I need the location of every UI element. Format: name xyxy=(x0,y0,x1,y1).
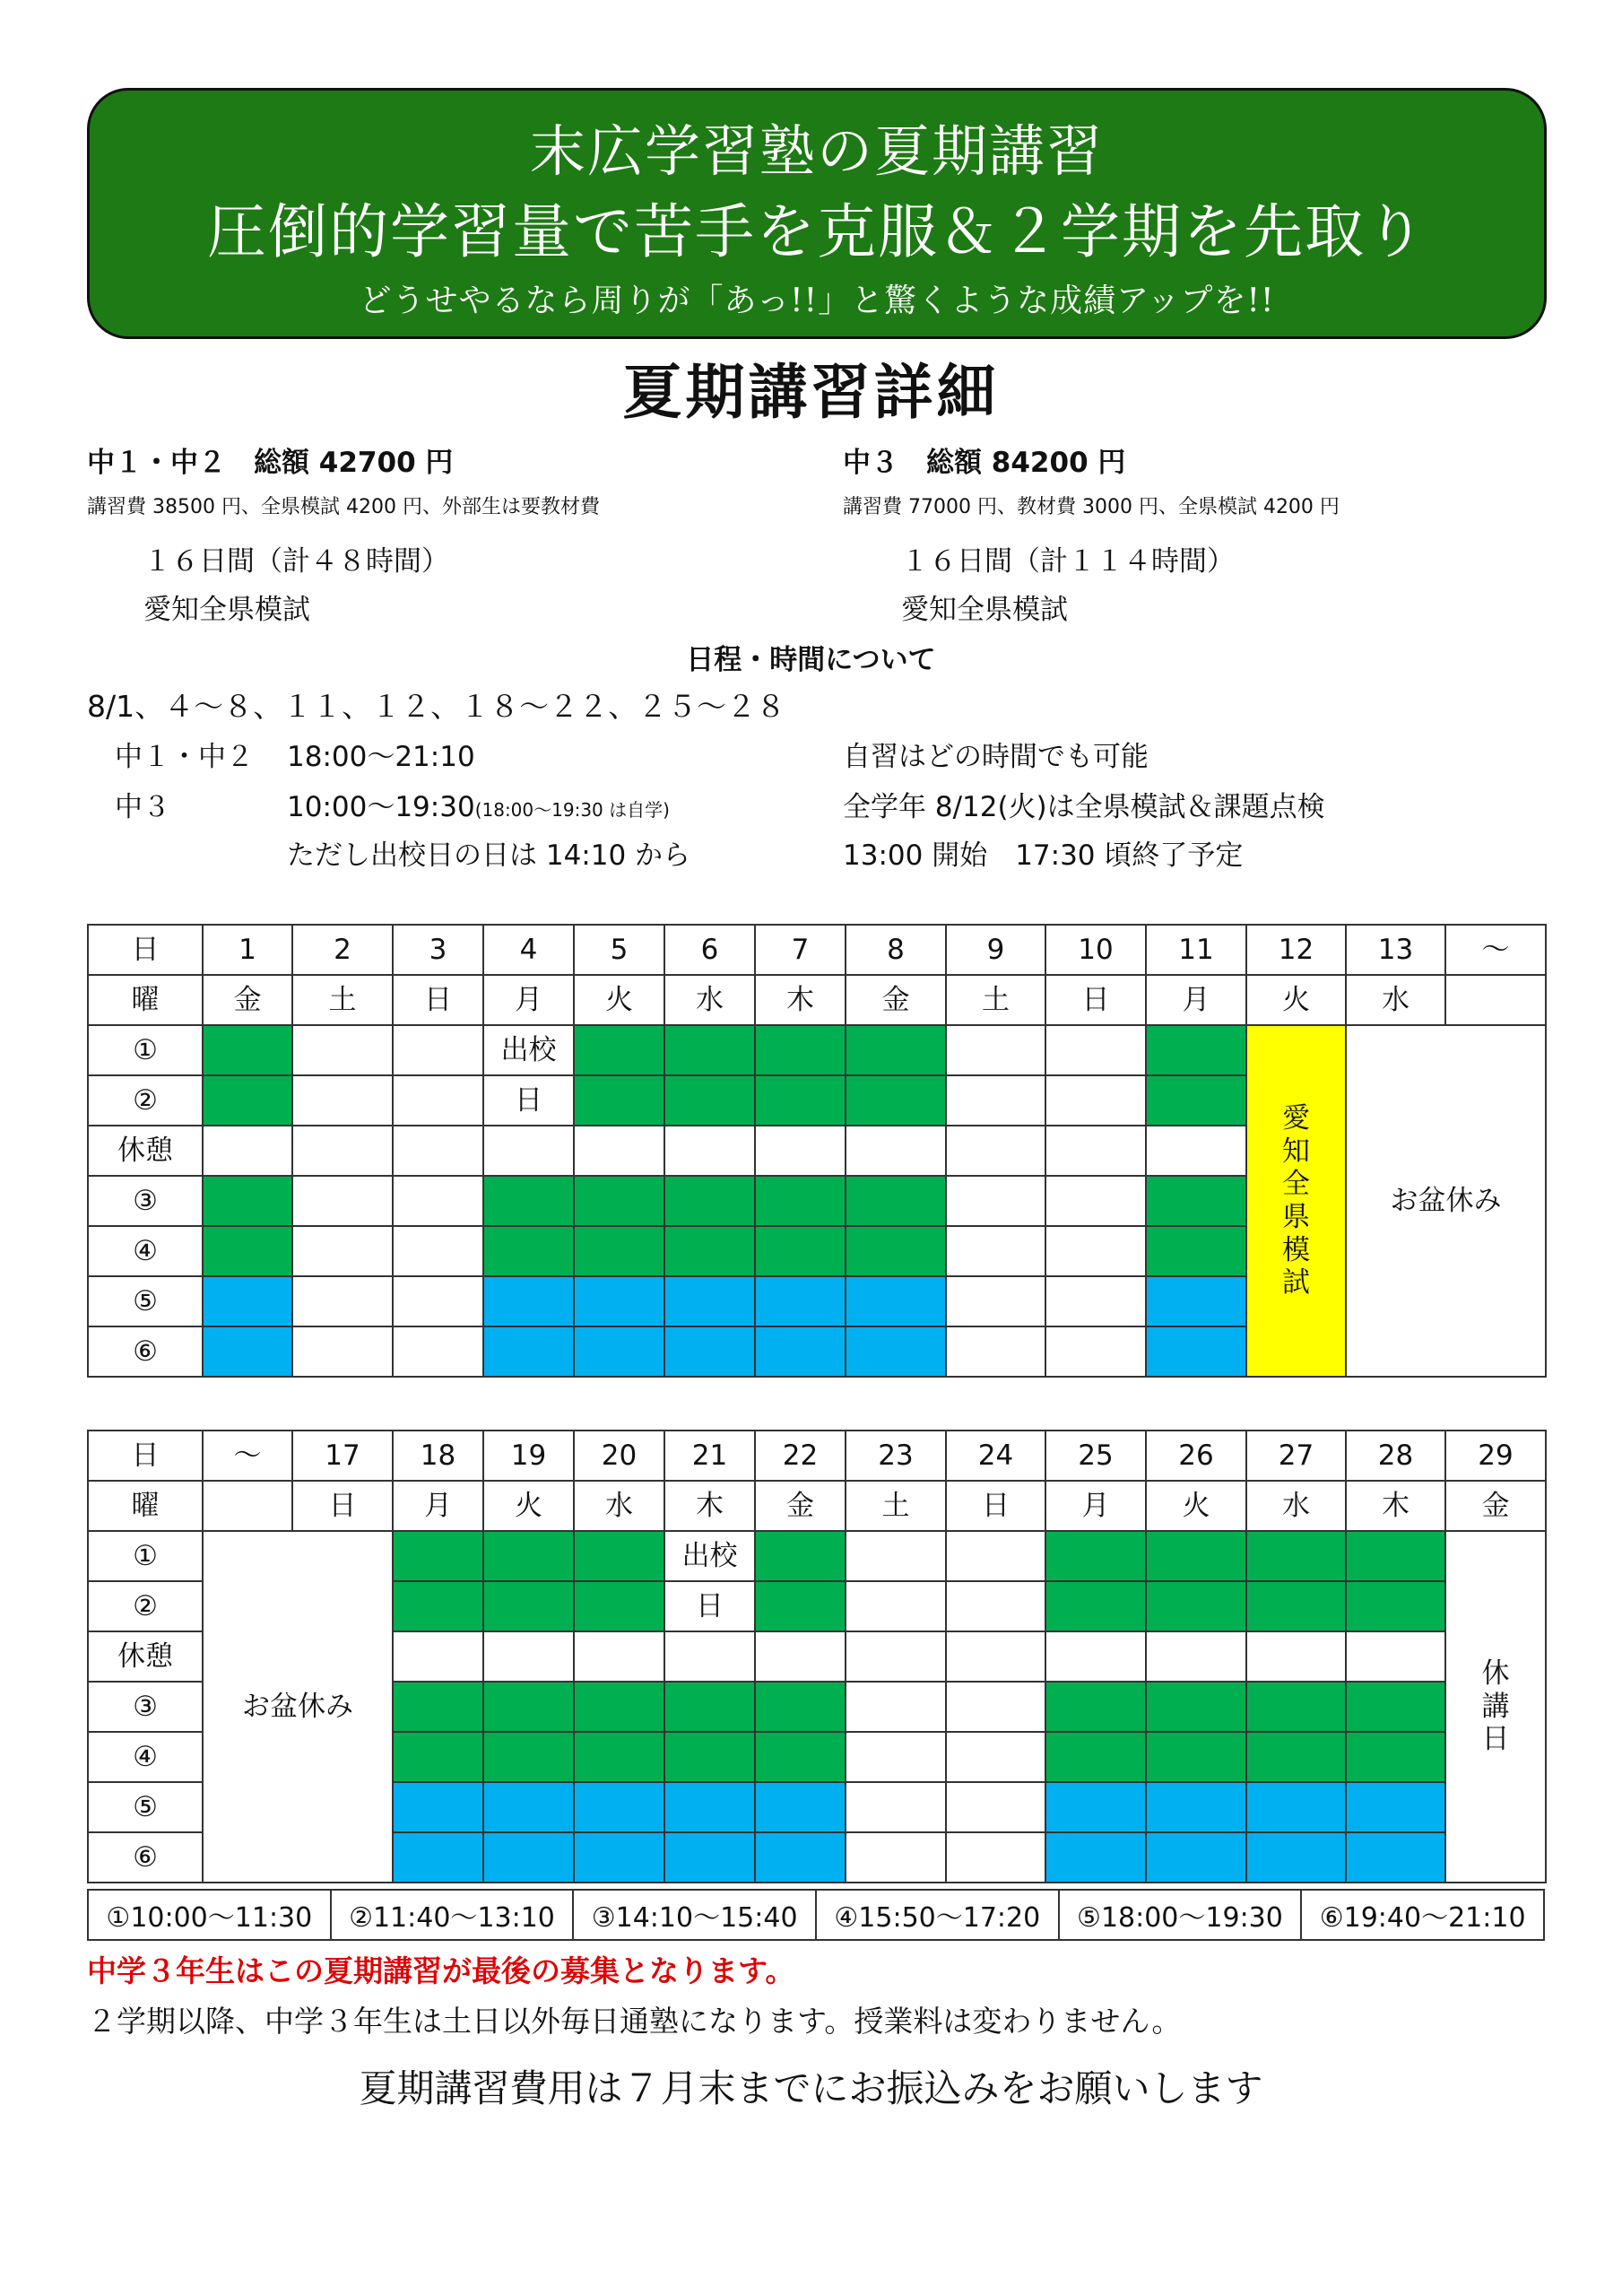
grade3-slot xyxy=(1146,1832,1246,1883)
period-label: ⑥ xyxy=(88,1326,203,1377)
grade3-slot xyxy=(846,1326,946,1377)
class-slot xyxy=(203,1226,292,1276)
schedule-table-late-august xyxy=(87,1430,1547,1883)
empty-slot xyxy=(1146,1126,1246,1176)
grade3-slot xyxy=(1246,1832,1346,1883)
date-cell: 〜 xyxy=(203,1431,292,1481)
g3-exception: ただし出校日の日は 14:10 から xyxy=(287,839,691,872)
empty-slot xyxy=(203,1126,292,1176)
grade3-slot xyxy=(1045,1832,1146,1883)
empty-slot xyxy=(292,1025,393,1075)
class-slot xyxy=(393,1732,483,1782)
grade3-slot xyxy=(1246,1782,1346,1832)
date-cell: 23 xyxy=(846,1431,946,1481)
empty-slot xyxy=(946,1226,1045,1276)
banner-tagline: どうせやるなら周りが「あっ!!」と驚くような成績アップを!! xyxy=(359,283,1275,319)
period-label: ④ xyxy=(88,1226,203,1276)
empty-slot xyxy=(393,1276,483,1326)
weekday-cell xyxy=(203,1481,292,1531)
grade3-slot xyxy=(755,1276,846,1326)
header-weekday-label: 曜 xyxy=(88,1481,203,1531)
grade3-slot xyxy=(755,1832,846,1883)
empty-slot xyxy=(946,1531,1045,1581)
empty-slot xyxy=(946,1025,1045,1075)
class-slot xyxy=(1146,1226,1246,1276)
period-time: ③14:10〜15:40 xyxy=(573,1890,816,1940)
date-cell: 12 xyxy=(1246,925,1346,975)
date-cell: 2 xyxy=(292,925,393,975)
empty-slot xyxy=(1045,1226,1146,1276)
weekday-cell: 木 xyxy=(1346,1481,1445,1531)
empty-slot xyxy=(946,1682,1045,1732)
weekday-cell: 水 xyxy=(1346,975,1445,1025)
class-slot xyxy=(1246,1682,1346,1732)
date-cell: 18 xyxy=(393,1431,483,1481)
grade3-slot xyxy=(203,1326,292,1377)
class-slot xyxy=(664,1226,755,1276)
grade3-slot xyxy=(483,1326,574,1377)
date-cell: 21 xyxy=(664,1431,755,1481)
period-time: ⑤18:00〜19:30 xyxy=(1059,1890,1302,1940)
header-weekday-label: 曜 xyxy=(88,975,203,1025)
date-cell: 28 xyxy=(1346,1431,1445,1481)
weekday-cell: 火 xyxy=(574,975,664,1025)
class-slot xyxy=(1246,1531,1346,1581)
grade3-slot xyxy=(574,1276,664,1326)
empty-slot xyxy=(846,1631,946,1682)
date-cell: 9 xyxy=(946,925,1045,975)
grade12-heading: 中１・中２ 総額 42700 円 xyxy=(87,447,454,479)
empty-slot xyxy=(393,1075,483,1126)
empty-slot xyxy=(483,1126,574,1176)
empty-slot xyxy=(846,1682,946,1732)
class-slot xyxy=(846,1176,946,1226)
grade3-slot xyxy=(846,1276,946,1326)
grade3-days: １６日間（計１１４時間） xyxy=(901,545,1235,578)
class-slot xyxy=(1146,1531,1246,1581)
class-slot xyxy=(664,1075,755,1126)
class-slot xyxy=(483,1581,574,1631)
class-slot xyxy=(574,1682,664,1732)
g3-label: 中３ xyxy=(115,791,170,823)
period-label: ① xyxy=(88,1531,203,1581)
class-slot xyxy=(574,1531,664,1581)
last-recruitment-note: 中学３年生はこの夏期講習が最後の募集となります。 xyxy=(87,1953,795,1988)
empty-slot xyxy=(946,1732,1045,1782)
empty-slot xyxy=(1246,1631,1346,1682)
weekday-cell: 木 xyxy=(755,975,846,1025)
date-cell: 29 xyxy=(1445,1431,1546,1481)
weekday-cell: 月 xyxy=(483,975,574,1025)
class-slot xyxy=(755,1025,846,1075)
period-label: ③ xyxy=(88,1176,203,1226)
grade3-slot xyxy=(664,1326,755,1377)
class-slot xyxy=(1045,1581,1146,1631)
weekday-cell: 土 xyxy=(846,1481,946,1531)
class-slot xyxy=(755,1075,846,1126)
class-slot xyxy=(574,1226,664,1276)
empty-slot xyxy=(846,1126,946,1176)
class-slot xyxy=(1045,1682,1146,1732)
date-cell: 5 xyxy=(574,925,664,975)
grade3-slot xyxy=(1146,1326,1246,1377)
weekday-cell: 月 xyxy=(1045,1481,1146,1531)
empty-slot xyxy=(292,1075,393,1126)
exam-day-cell: 愛知全県模試 xyxy=(1246,1025,1346,1377)
weekday-cell: 土 xyxy=(946,975,1045,1025)
weekday-cell: 金 xyxy=(846,975,946,1025)
empty-slot xyxy=(292,1126,393,1176)
weekday-cell: 火 xyxy=(483,1481,574,1531)
school-day-top: 出校 xyxy=(483,1025,574,1075)
date-cell: 8 xyxy=(846,925,946,975)
class-slot xyxy=(755,1682,846,1732)
grade3-slot xyxy=(574,1832,664,1883)
date-cell: 24 xyxy=(946,1431,1045,1481)
class-slot xyxy=(203,1176,292,1226)
class-slot xyxy=(483,1531,574,1581)
class-slot xyxy=(664,1176,755,1226)
class-slot xyxy=(755,1531,846,1581)
empty-slot xyxy=(1045,1326,1146,1377)
date-cell: 26 xyxy=(1146,1431,1246,1481)
empty-slot xyxy=(292,1226,393,1276)
empty-slot xyxy=(1045,1126,1146,1176)
class-slot xyxy=(755,1176,846,1226)
schedule-dates: 8/1、４〜８、１１、１２、１８〜２２、２５〜２８ xyxy=(87,689,786,724)
date-cell: 3 xyxy=(393,925,483,975)
empty-slot xyxy=(946,1631,1045,1682)
class-slot xyxy=(483,1682,574,1732)
grade3-slot xyxy=(393,1782,483,1832)
empty-slot xyxy=(393,1176,483,1226)
class-slot xyxy=(1346,1581,1445,1631)
empty-slot xyxy=(393,1226,483,1276)
schedule-table-early-august xyxy=(87,924,1547,1378)
class-slot xyxy=(755,1581,846,1631)
empty-slot xyxy=(946,1126,1045,1176)
banner-title: 末広学習塾の夏期講習 xyxy=(529,118,1104,184)
weekday-cell: 土 xyxy=(292,975,393,1025)
grade3-slot xyxy=(1346,1782,1445,1832)
class-slot xyxy=(1045,1531,1146,1581)
grade3-slot xyxy=(664,1276,755,1326)
empty-slot xyxy=(946,1176,1045,1226)
empty-slot xyxy=(483,1631,574,1682)
grade3-slot xyxy=(483,1782,574,1832)
empty-slot xyxy=(846,1782,946,1832)
class-slot xyxy=(1146,1075,1246,1126)
date-cell: 13 xyxy=(1346,925,1445,975)
class-slot xyxy=(1045,1732,1146,1782)
date-cell: 19 xyxy=(483,1431,574,1481)
break-label: 休憩 xyxy=(88,1126,203,1176)
weekday-cell: 水 xyxy=(1246,1481,1346,1531)
class-slot xyxy=(755,1226,846,1276)
date-cell: 6 xyxy=(664,925,755,975)
empty-slot xyxy=(664,1126,755,1176)
grade3-fees: 講習費 77000 円、教材費 3000 円、全県模試 4200 円 xyxy=(843,496,1340,518)
class-slot xyxy=(574,1581,664,1631)
payment-note: 夏期講習費用は７月末までにお振込みをお願いします xyxy=(359,2066,1263,2110)
weekday-cell xyxy=(1445,975,1546,1025)
period-label: ⑥ xyxy=(88,1832,203,1883)
g12-label: 中１・中２ xyxy=(115,741,254,773)
period-label: ⑤ xyxy=(88,1782,203,1832)
class-slot xyxy=(574,1176,664,1226)
date-cell: 10 xyxy=(1045,925,1146,975)
school-day-bottom: 日 xyxy=(483,1075,574,1126)
empty-slot xyxy=(1045,1176,1146,1226)
grade3-slot xyxy=(664,1832,755,1883)
empty-slot xyxy=(292,1176,393,1226)
schedule-heading: 日程・時間について xyxy=(686,644,936,676)
empty-slot xyxy=(946,1326,1045,1377)
class-slot xyxy=(846,1025,946,1075)
header-day-label: 日 xyxy=(88,925,203,975)
date-cell: 22 xyxy=(755,1431,846,1481)
grade3-slot xyxy=(1146,1782,1246,1832)
weekday-cell: 日 xyxy=(292,1481,393,1531)
class-slot xyxy=(1346,1682,1445,1732)
closed-day-cell: 休講日 xyxy=(1445,1531,1546,1883)
period-label: ⑤ xyxy=(88,1276,203,1326)
g12-time: 18:00〜21:10 xyxy=(287,741,475,773)
weekday-cell: 月 xyxy=(1146,975,1246,1025)
empty-slot xyxy=(1045,1075,1146,1126)
class-slot xyxy=(574,1025,664,1075)
period-times-legend xyxy=(87,1889,1545,1941)
grade3-slot xyxy=(393,1832,483,1883)
class-slot xyxy=(1346,1531,1445,1581)
empty-slot xyxy=(946,1832,1045,1883)
class-slot xyxy=(846,1075,946,1126)
header-day-label: 日 xyxy=(88,1431,203,1481)
class-slot xyxy=(574,1732,664,1782)
weekday-cell: 水 xyxy=(664,975,755,1025)
weekday-cell: 金 xyxy=(203,975,292,1025)
weekday-cell: 月 xyxy=(393,1481,483,1531)
date-cell: 11 xyxy=(1146,925,1246,975)
grade3-slot xyxy=(574,1326,664,1377)
grade3-slot xyxy=(1146,1276,1246,1326)
empty-slot xyxy=(393,1631,483,1682)
grade3-slot xyxy=(483,1276,574,1326)
grade3-slot xyxy=(664,1782,755,1832)
class-slot xyxy=(203,1025,292,1075)
period-label: ① xyxy=(88,1025,203,1075)
period-label: ② xyxy=(88,1075,203,1126)
grade3-slot xyxy=(483,1832,574,1883)
period-label: ② xyxy=(88,1581,203,1631)
period-time: ②11:40〜13:10 xyxy=(331,1890,574,1940)
period-label: ④ xyxy=(88,1732,203,1782)
weekday-cell: 火 xyxy=(1146,1481,1246,1531)
class-slot xyxy=(1146,1581,1246,1631)
empty-slot xyxy=(574,1126,664,1176)
class-slot xyxy=(1146,1682,1246,1732)
empty-slot xyxy=(755,1631,846,1682)
empty-slot xyxy=(393,1126,483,1176)
obon-holiday-cell: お盆休み xyxy=(203,1531,393,1883)
grade3-slot xyxy=(755,1782,846,1832)
class-slot xyxy=(574,1075,664,1126)
class-slot xyxy=(393,1682,483,1732)
weekday-cell: 日 xyxy=(1045,975,1146,1025)
date-cell: 17 xyxy=(292,1431,393,1481)
grade3-slot xyxy=(574,1782,664,1832)
date-cell: 〜 xyxy=(1445,925,1546,975)
class-slot xyxy=(1146,1176,1246,1226)
empty-slot xyxy=(292,1276,393,1326)
grade12-exam: 愛知全県模試 xyxy=(143,594,310,626)
class-slot xyxy=(1146,1025,1246,1075)
period-time: ④15:50〜17:20 xyxy=(816,1890,1059,1940)
grade3-exam: 愛知全県模試 xyxy=(901,594,1068,626)
weekday-cell: 木 xyxy=(664,1481,755,1531)
empty-slot xyxy=(846,1531,946,1581)
second-term-note: ２学期以降、中学３年生は土日以外毎日通塾になります。授業料は変わりません。 xyxy=(87,2004,1182,2039)
empty-slot xyxy=(393,1025,483,1075)
empty-slot xyxy=(946,1276,1045,1326)
empty-slot xyxy=(946,1782,1045,1832)
date-cell: 4 xyxy=(483,925,574,975)
class-slot xyxy=(664,1682,755,1732)
self-study-note: 自習はどの時間でも可能 xyxy=(843,741,1149,773)
period-time: ①10:00〜11:30 xyxy=(88,1890,331,1940)
grade3-heading: 中３ 総額 84200 円 xyxy=(843,447,1126,479)
break-label: 休憩 xyxy=(88,1631,203,1682)
date-cell: 20 xyxy=(574,1431,664,1481)
exam-day-note: 全学年 8/12(火)は全県模試＆課題点検 xyxy=(843,791,1325,823)
grade3-slot xyxy=(203,1276,292,1326)
period-label: ③ xyxy=(88,1682,203,1732)
weekday-cell: 日 xyxy=(946,1481,1045,1531)
weekday-cell: 水 xyxy=(574,1481,664,1531)
empty-slot xyxy=(664,1631,755,1682)
period-time: ⑥19:40〜21:10 xyxy=(1301,1890,1544,1940)
obon-holiday-cell: お盆休み xyxy=(1346,1025,1546,1377)
class-slot xyxy=(483,1226,574,1276)
class-slot xyxy=(1146,1732,1246,1782)
weekday-cell: 金 xyxy=(755,1481,846,1531)
class-slot xyxy=(664,1025,755,1075)
class-slot xyxy=(755,1732,846,1782)
empty-slot xyxy=(846,1581,946,1631)
empty-slot xyxy=(574,1631,664,1682)
class-slot xyxy=(483,1176,574,1226)
date-cell: 7 xyxy=(755,925,846,975)
empty-slot xyxy=(1045,1276,1146,1326)
empty-slot xyxy=(946,1581,1045,1631)
exam-time-note: 13:00 開始 17:30 頃終了予定 xyxy=(843,839,1244,872)
grade3-slot xyxy=(755,1326,846,1377)
weekday-cell: 金 xyxy=(1445,1481,1546,1531)
empty-slot xyxy=(1146,1631,1246,1682)
class-slot xyxy=(1246,1581,1346,1631)
class-slot xyxy=(483,1732,574,1782)
empty-slot xyxy=(292,1326,393,1377)
g3-time: 10:00〜19:30(18:00〜19:30 は自学) xyxy=(287,791,670,823)
class-slot xyxy=(1346,1732,1445,1782)
grade12-fees: 講習費 38500 円、全県模試 4200 円、外部生は要教材費 xyxy=(87,496,600,518)
grade3-slot xyxy=(1045,1782,1146,1832)
empty-slot xyxy=(946,1075,1045,1126)
empty-slot xyxy=(393,1326,483,1377)
empty-slot xyxy=(1346,1631,1445,1682)
grade12-days: １６日間（計４８時間） xyxy=(143,545,449,578)
empty-slot xyxy=(846,1732,946,1782)
header-banner xyxy=(87,88,1547,339)
empty-slot xyxy=(846,1832,946,1883)
class-slot xyxy=(393,1531,483,1581)
date-cell: 1 xyxy=(203,925,292,975)
school-day-bottom: 日 xyxy=(664,1581,755,1631)
class-slot xyxy=(664,1732,755,1782)
grade3-slot xyxy=(1346,1832,1445,1883)
weekday-cell: 火 xyxy=(1246,975,1346,1025)
school-day-top: 出校 xyxy=(664,1531,755,1581)
empty-slot xyxy=(1045,1631,1146,1682)
banner-subtitle: 圧倒的学習量で苦手を克服＆２学期を先取り xyxy=(207,197,1427,266)
weekday-cell: 日 xyxy=(393,975,483,1025)
date-cell: 25 xyxy=(1045,1431,1146,1481)
class-slot xyxy=(1246,1732,1346,1782)
class-slot xyxy=(393,1581,483,1631)
page-title: 夏期講習詳細 xyxy=(622,358,1000,427)
empty-slot xyxy=(1045,1025,1146,1075)
empty-slot xyxy=(755,1126,846,1176)
class-slot xyxy=(846,1226,946,1276)
date-cell: 27 xyxy=(1246,1431,1346,1481)
class-slot xyxy=(203,1075,292,1126)
